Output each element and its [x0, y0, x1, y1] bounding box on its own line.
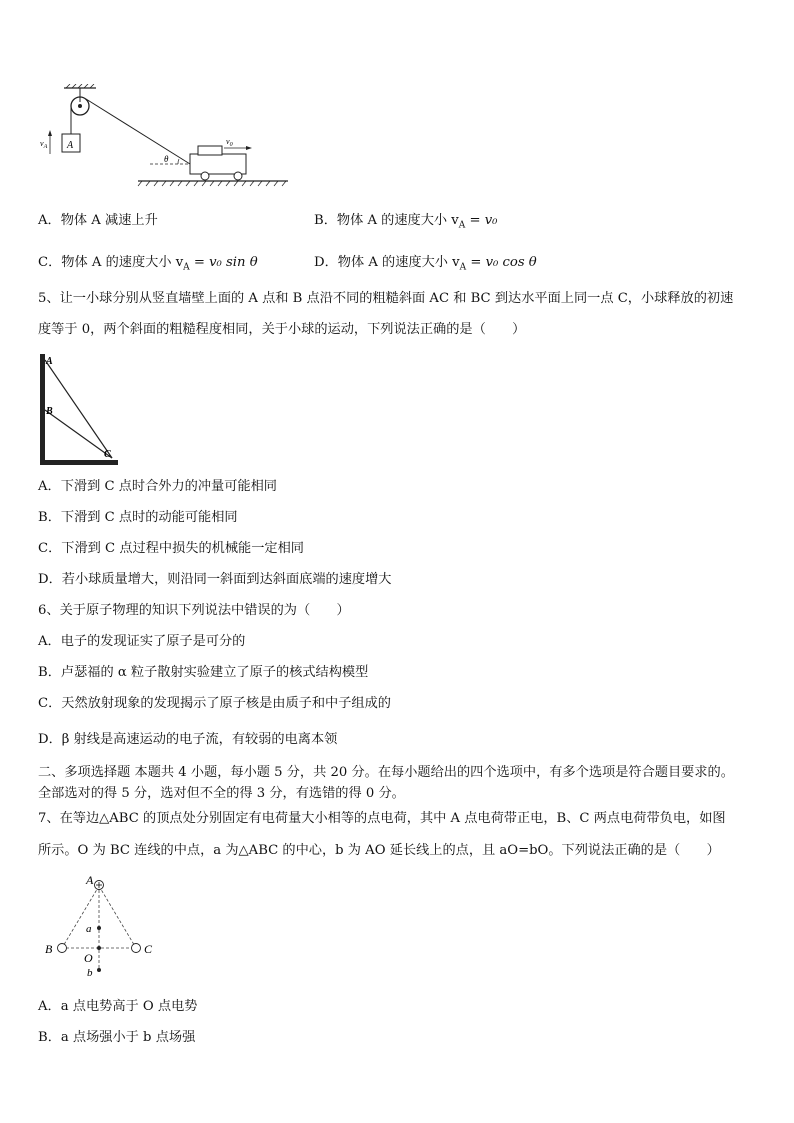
q7-option-a: A．a 点电势高于 O 点电势	[38, 999, 198, 1014]
q6-option-b: B．卢瑟福的 α 粒子散射实验建立了原子的核式结构模型	[38, 665, 369, 680]
q7-stem-line2: 所示。O 为 BC 连线的中点，a 为△ABC 的中心，b 为 AO 延长线上的点，且 aO=bO。下列说法正确的是（ ）	[38, 843, 720, 858]
q4-option-b: B．物体 A 的速度大小 $v_A = v_0$	[314, 213, 498, 231]
q5-stem-line2: 度等于 0，两个斜面的粗糙程度相同，关于小球的运动，下列说法正确的是（ ）	[38, 322, 526, 337]
q5-option-a: A．下滑到 C 点时合外力的冲量可能相同	[38, 479, 277, 494]
va-label: $v_A$	[40, 139, 48, 150]
q7-label-c-vertex: C	[144, 942, 153, 956]
q7-label-center-a: a	[86, 923, 92, 935]
q7-label-b-point: b	[87, 967, 93, 979]
q5-point-b-label: B	[46, 406, 53, 417]
q7-figure	[42, 872, 162, 980]
q7-label-o: O	[84, 951, 93, 965]
q4-option-d: D．物体 A 的速度大小 $v_A = v_0$ cos θ	[314, 255, 537, 273]
section2-instructions-line2: 全部选对的得 5 分，选对但不全的得 3 分，有选错的得 0 分。	[38, 786, 405, 801]
q5-option-b: B．下滑到 C 点时的动能可能相同	[38, 510, 238, 525]
q7-label-b-vertex: B	[45, 942, 53, 956]
theta-label: θ	[164, 154, 169, 164]
q7-stem-line1: 7、在等边△ABC 的顶点处分别固定有电荷量大小相等的点电荷，其中 A 点电荷带正电，B、C 两点电荷带负电，如图	[38, 811, 726, 826]
q7-label-a-vertex: A	[86, 873, 94, 887]
q4-option-c: C．物体 A 的速度大小 $v_A = v_0$ sin θ	[38, 255, 258, 273]
q7-option-b: B．a 点场强小于 b 点场强	[38, 1030, 196, 1045]
negative-charge-icon	[132, 944, 141, 953]
section2-instructions-line1: 二、多项选择题 本题共 4 小题，每小题 5 分，共 20 分。在每小题给出的四个选项中，有多个选项是符合题目要求的。	[38, 765, 734, 780]
negative-charge-icon	[58, 944, 67, 953]
q5-point-c-label: C	[104, 449, 111, 460]
q6-option-a: A．电子的发现证实了原子是可分的	[38, 634, 246, 649]
q6-stem: 6、关于原子物理的知识下列说法中错误的为（ ）	[38, 603, 350, 618]
q4-option-a: A．物体 A 减速上升	[38, 213, 158, 228]
q5-point-a-label: A	[46, 356, 53, 367]
q5-stem-line1: 5、让一小球分别从竖直墙壁上面的 A 点和 B 点沿不同的粗糙斜面 AC 和 BC 到达水平面上同一点 C，小球释放的初速	[38, 291, 734, 306]
car-icon	[190, 146, 246, 180]
q4-figure	[38, 84, 298, 190]
q5-option-d: D．若小球质量增大，则沿同一斜面到达斜面底端的速度增大	[38, 572, 392, 587]
v0-label: $v_0$	[226, 137, 233, 148]
q6-option-d: D．β 射线是高速运动的电子流，有较弱的电离本领	[38, 732, 338, 747]
block-a-label: A	[67, 140, 74, 151]
q6-option-c: C．天然放射现象的发现揭示了原子核是由质子和中子组成的	[38, 696, 391, 711]
q5-figure	[38, 352, 122, 468]
q5-option-c: C．下滑到 C 点过程中损失的机械能一定相同	[38, 541, 304, 556]
